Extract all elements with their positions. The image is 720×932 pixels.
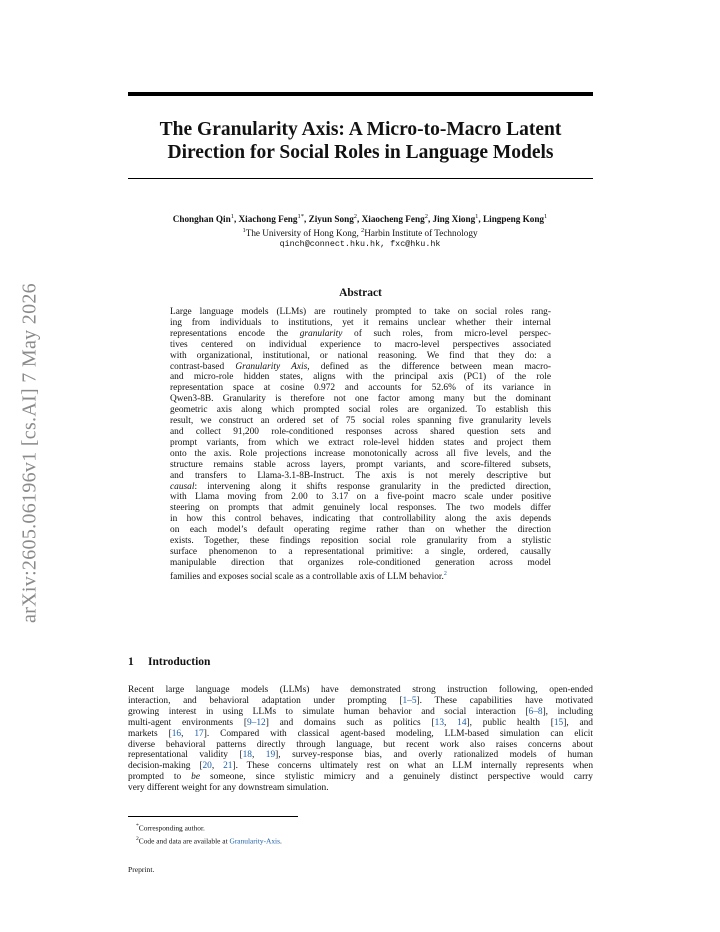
text-run: families and exposes social scale as a controllable axis of LLM behavior. [170,571,444,582]
citation-link[interactable]: 19 [265,750,276,761]
abstract-line: Qwen3-8B. Granularity is therefore not one factor among many but the dominant [170,394,551,405]
abstract-line: structure remains stable across layers, prompt variants, and score-filtered subsets, [170,459,551,470]
author-name: Xiaocheng Feng [361,214,425,225]
abstract-line [170,329,551,340]
section-number: 1 [128,656,134,668]
citation-link[interactable]: 9–12 [246,717,266,728]
author-affil-mark: 2 [424,213,428,220]
text-run: , [181,728,195,739]
intro-line [128,696,593,707]
intro-line [128,772,593,783]
author-affil-mark: 1 [475,213,479,220]
intro-line [128,707,593,718]
emphasis-granularity: granularity [299,328,343,339]
abstract-line: geometric axis along which prompted social roles are organized. To establish this [170,405,551,416]
citation-link[interactable]: 13 [434,717,444,728]
author-name: Xiachong Feng [238,214,298,225]
text-run: interaction, and behavioral adaptation under prompting [ [128,695,403,706]
footnotes [136,821,282,847]
author-affil-mark: 1* [297,213,304,220]
title-top-rule [128,92,593,96]
text-run: ], including [542,706,593,717]
abstract-line: prompt variants, from which we extract role-level hidden states and project them [170,437,551,448]
author-affil-mark: 1 [544,213,548,220]
text-run: representational validity [ [128,750,243,761]
footnote-marker: 2 [136,836,139,843]
footnote-rule [128,816,298,817]
title-bottom-rule [128,178,593,179]
text-run: growing interest in using LLMs to simulate human behavior and social interaction [ [128,706,529,717]
text-run: ], public health [ [466,717,554,728]
paper-title [128,118,593,164]
text-run: , [251,750,266,761]
abstract-line: on each model’s default operating regime rather than on whether the direction [170,525,551,536]
paper-title-line-2: Direction for Social Roles in Language Models [167,142,554,163]
text-run: representations encode the [170,328,300,339]
affiliation-name: Harbin Institute of Technology [364,228,478,239]
abstract-line: ing from individuals to institutions, yet it remains unclear whether their internal [170,317,551,328]
author-name: Ziyun Song [308,214,354,225]
footnote-text: Code and data are available at [138,836,230,846]
text-run: prompted to [128,772,192,783]
text-run: ], and [563,717,593,728]
citation-link[interactable]: 17 [194,728,204,739]
citation-link[interactable]: 16 [171,728,182,739]
emphasis-causal: causal [170,481,195,492]
intro-line [128,750,593,761]
affiliation-list: $^1$The University of Hong Kong, $^2$Harbin Institute of Technology [242,227,478,239]
abstract-line [170,569,551,583]
citation-link[interactable]: 21 [223,761,233,772]
abstract-line: tives centered on individual experience to macro-level perspectives associated [170,339,551,350]
arxiv-identifier-stamp [20,265,40,640]
section-title: Introduction [148,656,211,668]
abstract-body [170,307,551,583]
text-run: contrast-based [170,361,236,372]
affil-mark: 2 [361,227,365,235]
text-run: : intervening along it shifts response granularity in the predicted direction, [194,481,551,492]
abstract-line: and transfers to Llama-3.1-8B-Instruct. The axis is not merely descriptive but [170,470,551,481]
abstract-line [170,362,551,373]
text-run: multi-agent environments [ [128,717,247,728]
emphasis-be: be [191,772,200,783]
author-emails: qinch@connect.hku.hk, fxc@hku.hk [279,239,441,250]
author-name: Lingpeng Kong [483,214,545,225]
abstract-line: in how this control behaves, indicating that controllability along the axis depends [170,514,551,525]
intro-line: diverse behavioral patterns directly through language, but recent work also raises concerns about [128,739,593,750]
text-run: markets [ [128,728,172,739]
author-affil-mark: 1 [230,213,234,220]
introduction-body [128,685,593,794]
footnote-link[interactable]: 2 [443,570,447,577]
intro-line [128,729,593,740]
abstract-line: manipulable direction that organizes role-conditioned generation across model [170,557,551,568]
text-run: ]. Compared with classical agent-based modeling, LLM-based simulation can elicit [203,728,593,739]
text-run: , defined as the difference between mean macro- [307,361,551,372]
code-repository-link[interactable]: Granularity-Axis [229,836,280,846]
text-run: ], survey-response bias, and overly rationalized models of human [275,750,593,761]
text-run: , [444,717,458,728]
intro-line: Recent large language models (LLMs) have demonstrated strong instruction following, open-ended [128,685,593,695]
citation-link[interactable]: 15 [553,717,564,728]
text-run: someone, since stylistic mimicry and a genuinely distinct perspective would carry [200,772,593,783]
arxiv-id-text: arXiv:2605.06196v1 [cs.AI] 7 May 2026 [18,282,41,623]
text-run: , [211,761,224,772]
affiliation-name: The University of Hong Kong [245,228,357,239]
text-run: ] and domains such as politics [ [265,717,435,728]
citation-link[interactable]: 6–8 [528,706,543,717]
emphasis-granularity-axis: Granularity Axis [235,361,308,372]
citation-link[interactable]: 14 [457,717,467,728]
abstract-line: exists. Together, these findings reposition social role granularity from a stylistic [170,536,551,547]
footnote-text: . [280,836,282,846]
abstract-line [170,482,551,493]
author-name: Jing Xiong [432,214,476,225]
section-heading-introduction [128,656,210,668]
affil-mark: 1 [242,227,246,235]
text-run: ]. These capabilities have motivated [416,695,593,706]
abstract-line: surface phenomenon to a representational primitive: a single, ordered, causally [170,546,551,557]
citation-link[interactable]: 20 [202,761,212,772]
preprint-label: Preprint. [128,865,155,874]
citation-link[interactable]: 18 [242,750,252,761]
footnote-code-availability [136,834,282,847]
intro-line [128,718,593,729]
abstract-line: onto the axis. Role projections increase monotonically across all five levels, and the [170,448,551,459]
author-block [100,211,620,250]
author-list: Chonghan Qin$^1$, Xiachong Feng$^{1*}$, Ziyun Song$^2$, Xiaocheng Feng$^2$, Jing Xiong$^1$, Lingpeng Kong$^1$ [172,213,548,225]
text-run: of such roles, from micro-level perspec- [342,328,552,339]
abstract-heading: Abstract [339,287,382,299]
text-run: ]. These concerns ultimately rest on what an LLM internally represents when [232,761,594,772]
footnote-text: Corresponding author. [138,823,205,833]
text-run: decision-making [ [128,761,203,772]
intro-line: very different weight for any downstream simulation. [128,783,329,794]
abstract-line: steering on prompts that admit genuinely local responses. The two models differ [170,503,551,514]
abstract-line: and micro-role hidden states, aligns with the principal axis (PC1) of the role [170,372,551,383]
author-name: Chonghan Qin [172,214,231,225]
abstract-line: result, we construct an ordered set of 75 social roles spanning five granularity levels [170,416,551,427]
intro-line [128,761,593,772]
abstract-line: representation space at cosine 0.972 and accounts for 52.6% of its variance in [170,383,551,394]
abstract-line: with organizational, institutional, or national reasoning. We find that they do: a [170,350,551,361]
abstract-line: Large language models (LLMs) are routinely prompted to take on social roles rang- [170,307,551,317]
footnote-corresponding-author [136,821,282,834]
abstract-line: and collect 91,200 role-conditioned responses across shared question sets and [170,426,551,437]
author-affil-mark: 2 [353,213,358,220]
paper-title-line-1: The Granularity Axis: A Micro-to-Macro Latent [159,119,562,140]
citation-link[interactable]: 1–5 [402,695,417,706]
abstract-line: with Llama moving from 2.00 to 3.17 on a five-point macro scale under positive [170,492,551,503]
footnote-marker: * [136,823,139,829]
